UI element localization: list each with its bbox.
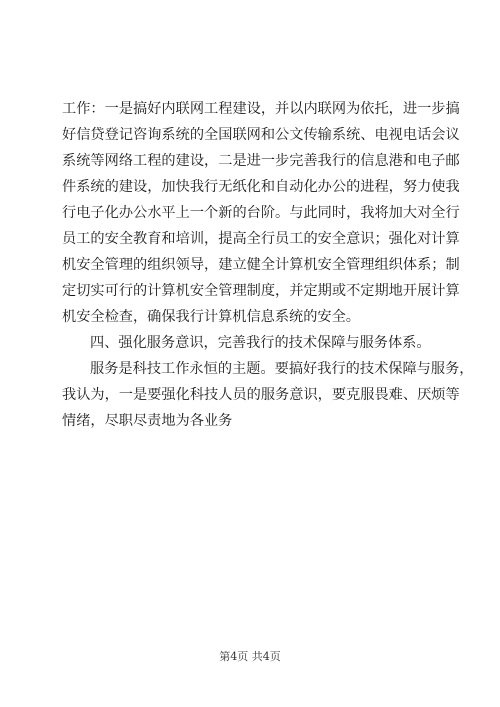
page-footer: 第4页 共4页 bbox=[219, 650, 281, 663]
text-line: 工 作 ： 一 是 搞 好 内 联 网 工 程 建 设 ， 并 以 内 联 网 为 依 托 ， 进 一 步 搞 bbox=[62, 101, 460, 117]
text-line: 行 电 子 化 办 公 水 平 上 一 个 新 的 台 阶 。 与 此 同 时 ， 我 将 加 大 对 全 行 bbox=[62, 205, 460, 221]
text-line: 定 切 实 可 行 的 计 算 机 安 全 管 理 制 度 ， 并 定 期 或 不 定 期 地 开 展 计 算 bbox=[62, 283, 460, 299]
body-text bbox=[62, 96, 474, 434]
text-line: 件 系 统 的 建 设 ， 加 快 我 行 无 纸 化 和 自 动 化 办 公 的 进 程 ， 努 力 使 我 bbox=[62, 179, 460, 195]
section-heading: 四、强化服务意识，完善我行的技术保障与服务体系。 bbox=[90, 335, 431, 351]
text-line: 情绪，尽职尽责地为各业务 bbox=[62, 413, 233, 429]
text-line: 服 务 是 科 技 工 作 永 恒 的 主 题 。 要 搞 好 我 行 的 技 术 保 障 与 服 务 ， bbox=[90, 361, 474, 377]
text-line: 员 工 的 安 全 教 育 和 培 训 ， 提 高 全 行 员 工 的 安 全 意 识 ； 强 化 对 计 算 bbox=[62, 231, 460, 247]
text-line: 机安全检查，确保我行计算机信息系统的安全。 bbox=[62, 309, 360, 325]
text-line: 好 信 贷 登 记 咨 询 系 统 的 全 国 联 网 和 公 文 传 输 系 统 、 电 视 电 话 会 议 bbox=[62, 127, 460, 143]
text-line: 系 统 等 网 络 工 程 的 建 设 ， 二 是 进 一 步 完 善 我 行 的 信 息 港 和 电 子 邮 bbox=[62, 153, 460, 169]
text-line: 机 安 全 管 理 的 组 织 领 导 ， 建 立 健 全 计 算 机 安 全 管 理 组 织 体 系 ； 制 bbox=[62, 257, 460, 273]
text-line: 我 认 为 ， 一 是 要 强 化 科 技 人 员 的 服 务 意 识 ， 要 克 服 畏 难 、 厌 烦 等 bbox=[62, 387, 460, 403]
